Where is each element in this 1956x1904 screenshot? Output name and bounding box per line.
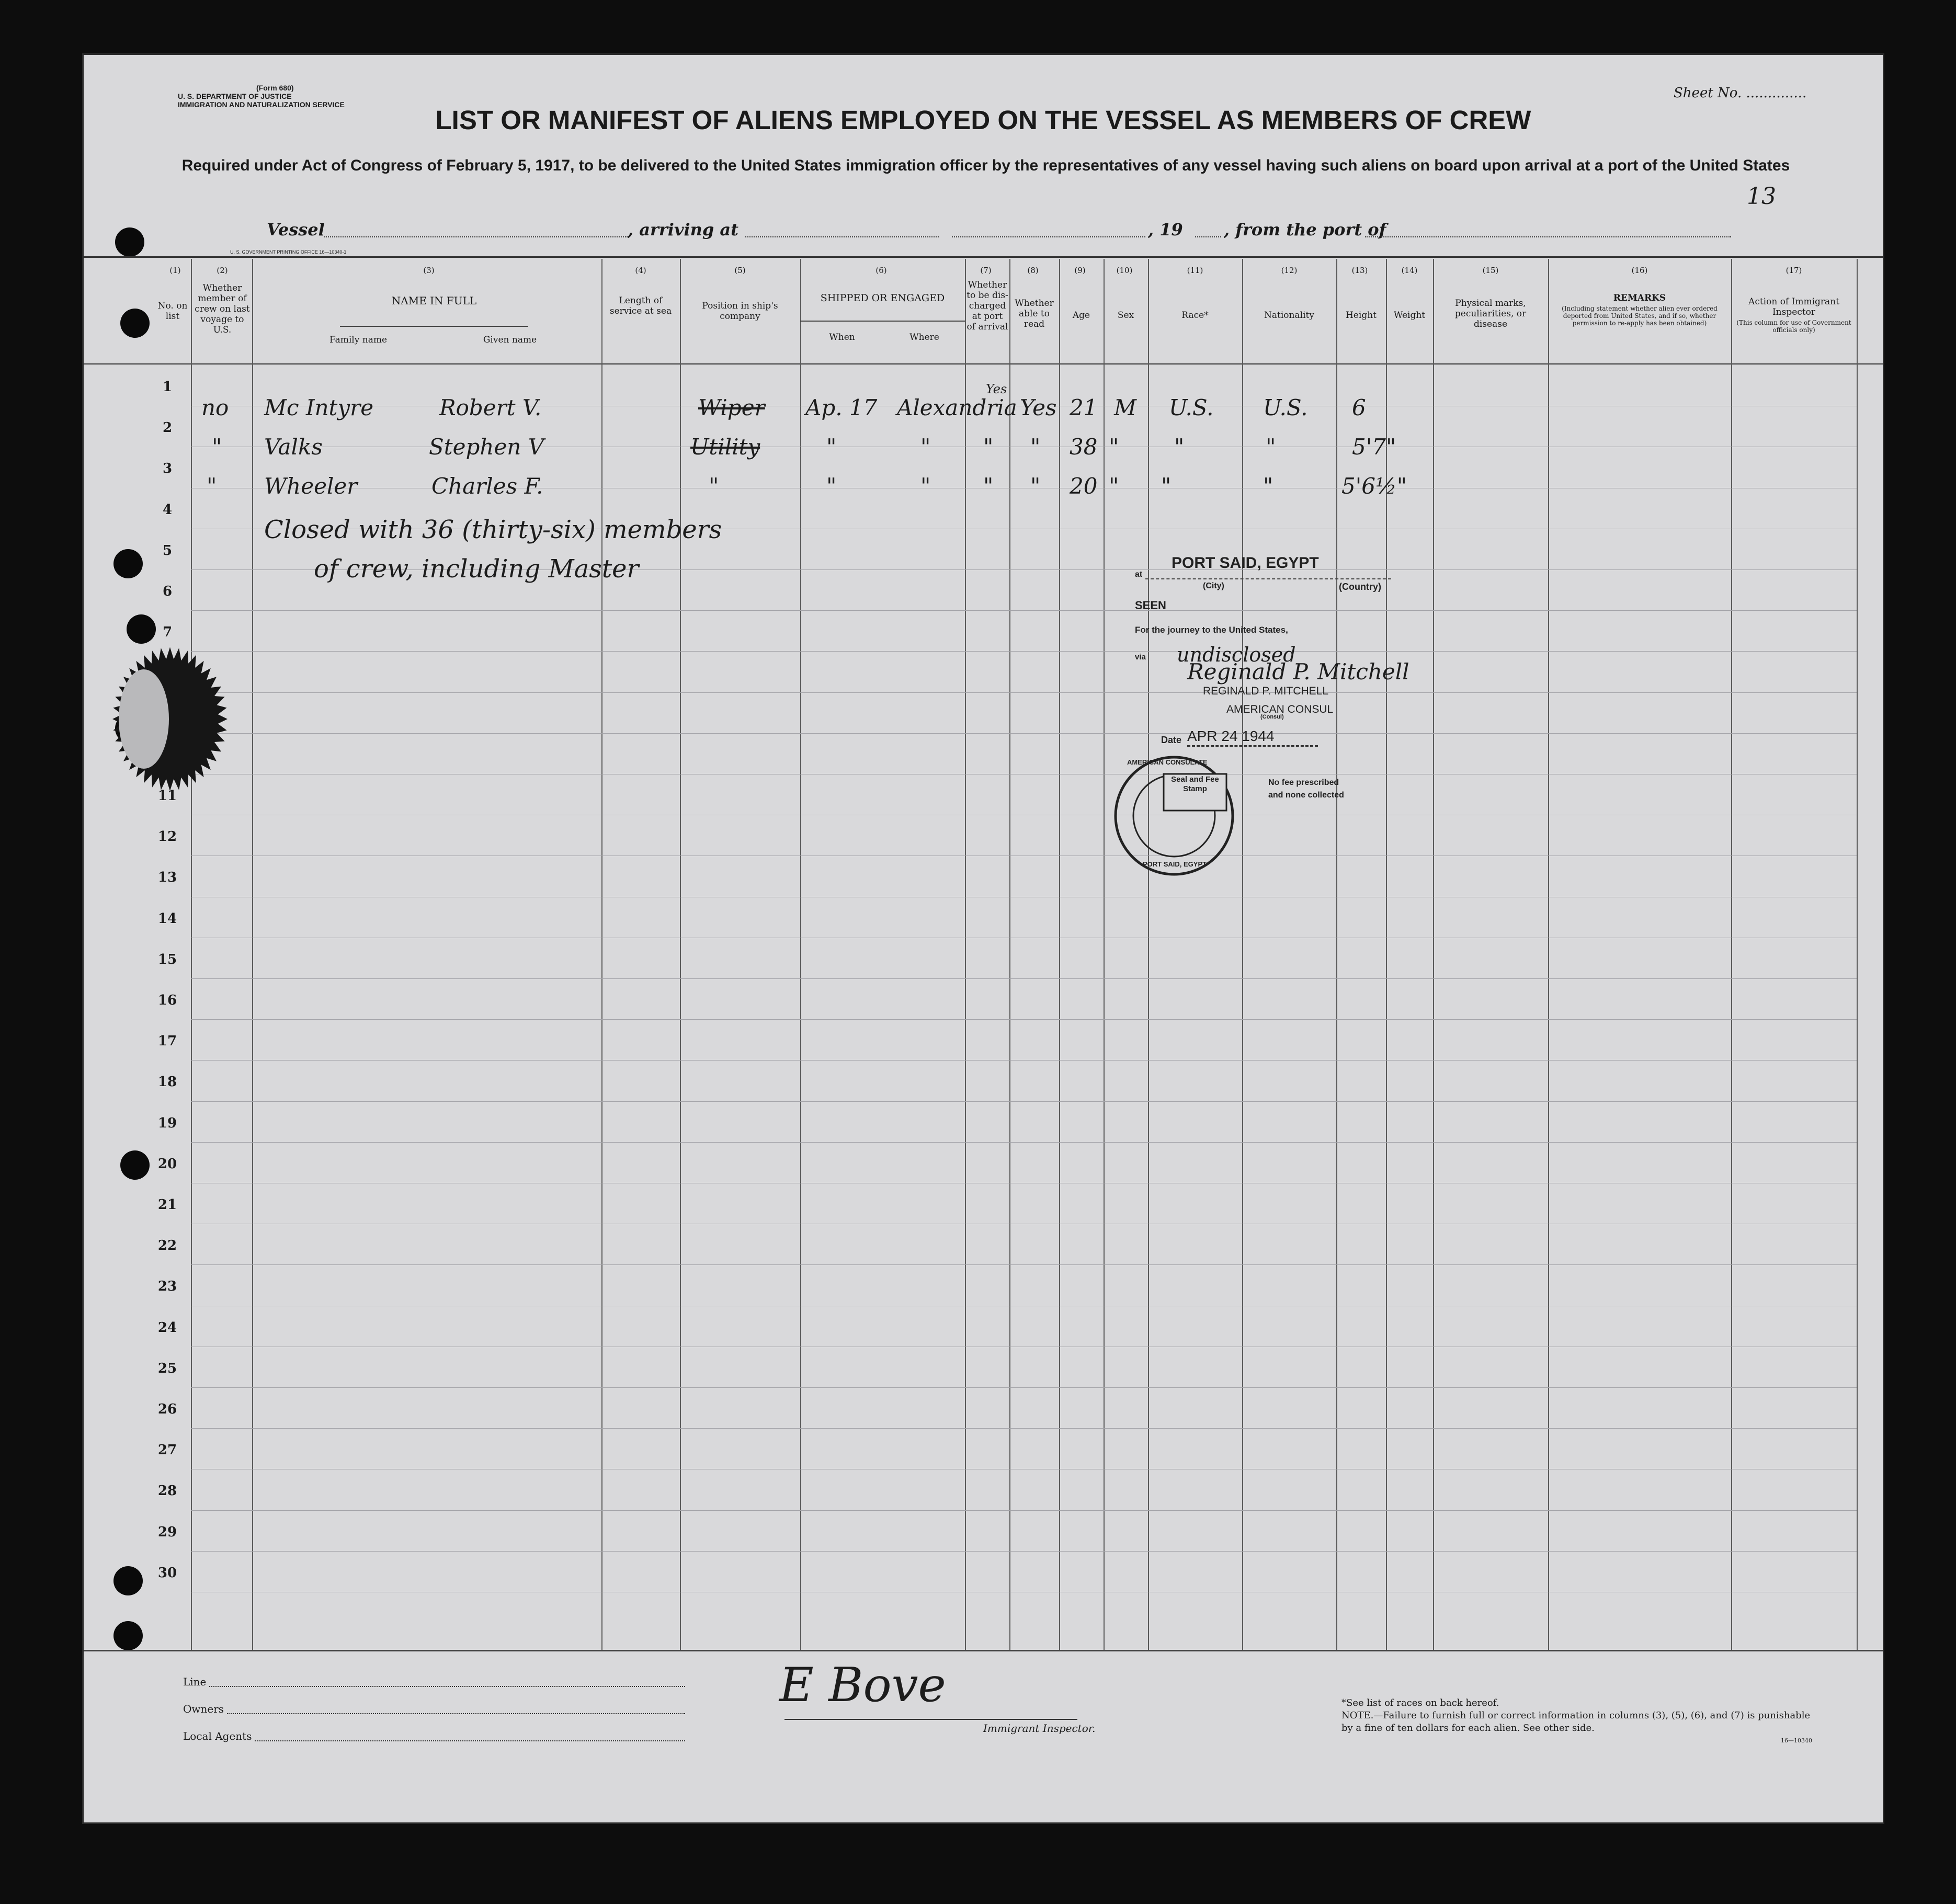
col-header-age: Age — [1072, 310, 1090, 321]
row-number: 17 — [157, 1033, 177, 1050]
entry-sex: " — [1109, 473, 1119, 499]
note-text: —Failure to furnish full or correct information in columns (3), (5), (6), and (7) is punishable by a fine of ten dollars for each alien. See other side. — [1341, 1710, 1811, 1734]
row-number: 28 — [157, 1483, 177, 1499]
entry-member: no — [201, 395, 229, 420]
stamp-consul-small: (Consul) — [1260, 714, 1284, 720]
row-number: 14 — [157, 910, 177, 927]
row-number: 18 — [157, 1074, 177, 1090]
year-label: , 19 — [1148, 220, 1183, 240]
col-number: (1) — [169, 266, 181, 275]
col-header-sex: Sex — [1117, 310, 1134, 321]
vessel-line — [267, 220, 1783, 241]
col-number: (3) — [423, 266, 435, 275]
entry-given-name: Robert V. — [439, 395, 542, 420]
punch-hole — [113, 549, 143, 578]
punch-hole — [120, 1150, 150, 1180]
entry-race: " — [1161, 473, 1172, 499]
fee-note — [1268, 777, 1344, 802]
page-title: LIST OR MANIFEST OF ALIENS EMPLOYED ON THE VESSEL AS MEMBERS OF CREW — [435, 105, 1531, 135]
col-header-family-name: Family name — [329, 335, 388, 345]
col-header-physical: Physical marks, peculiarities, or disease — [1454, 298, 1527, 329]
entry-nationality: " — [1263, 473, 1273, 499]
punch-hole — [113, 1621, 143, 1650]
footer-agents-row — [183, 1723, 685, 1750]
col-number: (2) — [217, 266, 228, 275]
row-number: 6 — [162, 584, 173, 599]
row-number: 7 — [162, 624, 173, 641]
entry-read: " — [1030, 473, 1041, 499]
from-port-label: , from the port of — [1224, 220, 1386, 240]
row-number: 2 — [162, 420, 173, 436]
entry-position: Utility — [690, 434, 760, 460]
col-header-length: Length of service at sea — [609, 295, 672, 316]
entry-family-name: Valks — [264, 434, 323, 460]
entry-where: " — [920, 473, 931, 499]
col-header-discharged: Whether to be dis-charged at port of arrival — [966, 280, 1008, 332]
row-number: 12 — [157, 829, 177, 845]
vessel-label: Vessel — [267, 220, 325, 240]
col-header-height: Height — [1346, 310, 1377, 321]
entry-sex: " — [1109, 434, 1119, 460]
stamp-country-label: (Country) — [1339, 582, 1381, 592]
col-header-action-note: (This column for use of Government officials only) — [1736, 319, 1851, 334]
fee-note-line1: No fee prescribed — [1268, 778, 1339, 787]
stamp-at-label: at — [1135, 570, 1143, 579]
col-number: (11) — [1187, 266, 1203, 275]
row-line — [191, 1101, 1857, 1102]
fee-note-line2: and none collected — [1268, 791, 1344, 800]
col-header-weight: Weight — [1393, 310, 1426, 321]
service-name: IMMIGRATION AND NATURALIZATION SERVICE — [178, 100, 345, 109]
col-header-position: Position in ship's company — [702, 301, 778, 322]
row-line — [191, 651, 1857, 652]
col-number: (13) — [1351, 266, 1368, 275]
form-code: 16—10340 — [1781, 1737, 1812, 1744]
note-label: NOTE. — [1341, 1710, 1374, 1721]
col-header-read: Whether able to read — [1015, 298, 1054, 329]
entry-member: " — [212, 434, 222, 460]
entry-given-name: Charles F. — [431, 473, 543, 499]
col-header-when: When — [829, 332, 855, 343]
entry-age: 20 — [1070, 473, 1098, 499]
entry-discharged: " — [983, 434, 994, 460]
entry-discharged: " — [983, 473, 994, 499]
round-seal-box-text: Seal and Fee Stamp — [1171, 775, 1219, 793]
inspector-signature: E Bove — [779, 1658, 946, 1713]
entry-age: 38 — [1070, 434, 1098, 460]
row-number: 5 — [162, 542, 173, 558]
row-line — [191, 692, 1857, 693]
row-line — [191, 1264, 1857, 1265]
row-line — [191, 1510, 1857, 1511]
row-number: 22 — [157, 1238, 177, 1254]
row-line — [191, 1142, 1857, 1143]
col-header-remarks-note: (Including statement whether alien ever ordered deported from United States, and if so, whether permission to re-apply has been obtained) — [1562, 305, 1718, 327]
row-number: 30 — [157, 1565, 177, 1581]
footer-line-label: Line — [183, 1675, 207, 1688]
footer-fields — [183, 1668, 685, 1750]
col-header-nationality: Nationality — [1264, 310, 1314, 321]
entry-race: " — [1174, 434, 1185, 460]
sheet-mark: 13 — [1747, 183, 1776, 210]
row-line — [191, 610, 1857, 611]
row-line — [191, 978, 1857, 979]
row-number: 3 — [162, 461, 173, 477]
row-number: 13 — [157, 870, 177, 886]
row-line — [191, 1387, 1857, 1388]
form-number: (Form 680) — [256, 84, 294, 92]
closing-note-line1: Closed with 36 (thirty-six) members — [264, 515, 722, 544]
entry-read: Yes — [1020, 395, 1057, 420]
row-line — [191, 733, 1857, 734]
footer-line-row — [183, 1668, 685, 1695]
row-number: 21 — [157, 1197, 177, 1213]
row-line — [191, 1019, 1857, 1020]
round-seal-top-text: AMERICAN CONSULATE — [1127, 758, 1208, 766]
stamp-journey: For the journey to the United States, — [1135, 625, 1288, 635]
stamp-via-label: via — [1135, 653, 1146, 662]
punch-hole — [120, 309, 150, 338]
entry-race: U.S. — [1169, 395, 1214, 420]
closing-note-line2: of crew, including Master — [314, 554, 639, 584]
entry-where: Alexandria — [897, 395, 1017, 420]
stamp-via-value: undisclosed — [1177, 643, 1296, 666]
row-number: 4 — [162, 501, 173, 518]
entry-sex: M — [1114, 395, 1137, 420]
col-number: (17) — [1786, 266, 1802, 275]
row-number: 23 — [157, 1279, 177, 1295]
entry-when: " — [826, 473, 837, 499]
stamp-date: APR 24 1944 — [1187, 728, 1275, 744]
stamp-city-label: (City) — [1203, 582, 1224, 590]
col-number: (15) — [1482, 266, 1499, 275]
entry-where: " — [920, 434, 931, 460]
consulate-round-seal — [1111, 753, 1237, 879]
punch-hole — [113, 1566, 143, 1595]
row-number: 16 — [157, 993, 177, 1008]
punch-hole — [115, 227, 144, 257]
department-name: U. S. DEPARTMENT OF JUSTICE — [178, 92, 292, 100]
entry-height: 6 — [1352, 395, 1366, 420]
row-number: 27 — [157, 1442, 177, 1458]
entry-given-name: Stephen V — [429, 434, 544, 460]
row-number: 29 — [157, 1524, 177, 1540]
footer-owners-label: Owners — [183, 1703, 224, 1715]
entry-nationality: " — [1266, 434, 1276, 460]
stamp-seen: SEEN — [1135, 599, 1166, 612]
entry-height: 5'6½" — [1341, 473, 1407, 499]
footer-owners-row — [183, 1695, 685, 1723]
entry-family-name: Wheeler — [264, 473, 358, 499]
row-number: 19 — [157, 1115, 177, 1131]
embossed-seal-icon — [107, 643, 228, 795]
footer-notes — [1341, 1697, 1812, 1747]
col-header-name: NAME IN FULL — [391, 294, 477, 307]
entry-when: " — [826, 434, 837, 460]
row-number: 24 — [157, 1319, 177, 1336]
stamp-consul-title: AMERICAN CONSUL — [1226, 703, 1334, 715]
sheet-number-label: Sheet No. .............. — [1674, 85, 1807, 101]
row-line — [191, 1428, 1857, 1429]
entry-height: 5'7" — [1352, 434, 1396, 460]
stamp-date-label: Date — [1161, 735, 1182, 745]
round-seal-bottom-text: PORT SAID, EGYPT — [1143, 860, 1207, 868]
col-number: (8) — [1027, 266, 1039, 275]
footer-agents-label: Local Agents — [183, 1730, 252, 1742]
entry-position: Wiper — [698, 395, 765, 420]
entry-nationality: U.S. — [1263, 395, 1308, 420]
col-header-given-name: Given name — [483, 335, 537, 345]
entry-discharged: Yes — [986, 382, 1007, 396]
printing-office: U. S. GOVERNMENT PRINTING OFFICE 16—10340-1 — [230, 249, 347, 255]
stamp-consul-name: REGINALD P. MITCHELL — [1203, 685, 1329, 697]
entry-when: Ap. 17 — [805, 395, 878, 420]
col-number: (5) — [734, 266, 746, 275]
col-header-action: Action of Immigrant Inspector — [1748, 297, 1839, 317]
manifest-sheet — [84, 55, 1883, 1822]
row-number: 15 — [157, 951, 177, 967]
row-number: 1 — [162, 379, 173, 395]
form-subtitle: Required under Act of Congress of February 5, 1917, to be delivered to the United States immigration officer by the representatives of any vessel having such aliens on board upon arrival at a port of the United States — [181, 157, 1790, 174]
entry-family-name: Mc Intyre — [264, 395, 374, 420]
row-number: 26 — [157, 1401, 177, 1417]
col-header-shipped: SHIPPED OR ENGAGED — [820, 292, 945, 304]
consul-stamp — [1135, 533, 1501, 758]
entry-member: " — [207, 473, 217, 499]
row-number: 11 — [157, 788, 177, 804]
stamp-port: PORT SAID, EGYPT — [1172, 554, 1319, 572]
col-number: (4) — [635, 266, 646, 275]
entry-position: " — [709, 473, 719, 499]
col-number: (12) — [1281, 266, 1298, 275]
entry-age: 21 — [1070, 395, 1098, 420]
col-number: (14) — [1401, 266, 1418, 275]
row-number: 20 — [157, 1156, 177, 1172]
col-number: (6) — [875, 266, 887, 275]
row-line — [191, 1551, 1857, 1552]
arriving-label: , arriving at — [628, 220, 738, 240]
entry-read: " — [1030, 434, 1041, 460]
round-seal-icon — [1111, 753, 1237, 879]
row-line — [191, 1060, 1857, 1061]
col-header-remarks: REMARKS — [1613, 293, 1666, 303]
col-header-no: No. on list — [157, 301, 188, 322]
col-number: (7) — [980, 266, 992, 275]
col-header-where: Where — [909, 332, 939, 343]
col-header-race: Race* — [1181, 310, 1209, 321]
row-number: 25 — [157, 1360, 177, 1376]
consul-signature: Reginald P. Mitchell — [1187, 659, 1409, 685]
col-header-member: Whether member of crew on last voyage to U.S. — [195, 283, 250, 335]
col-number: (16) — [1631, 266, 1648, 275]
col-number: (10) — [1116, 266, 1133, 275]
col-number: (9) — [1074, 266, 1086, 275]
inspector-label: Immigrant Inspector. — [983, 1722, 1096, 1735]
races-note: *See list of races on back hereof. — [1341, 1697, 1499, 1708]
